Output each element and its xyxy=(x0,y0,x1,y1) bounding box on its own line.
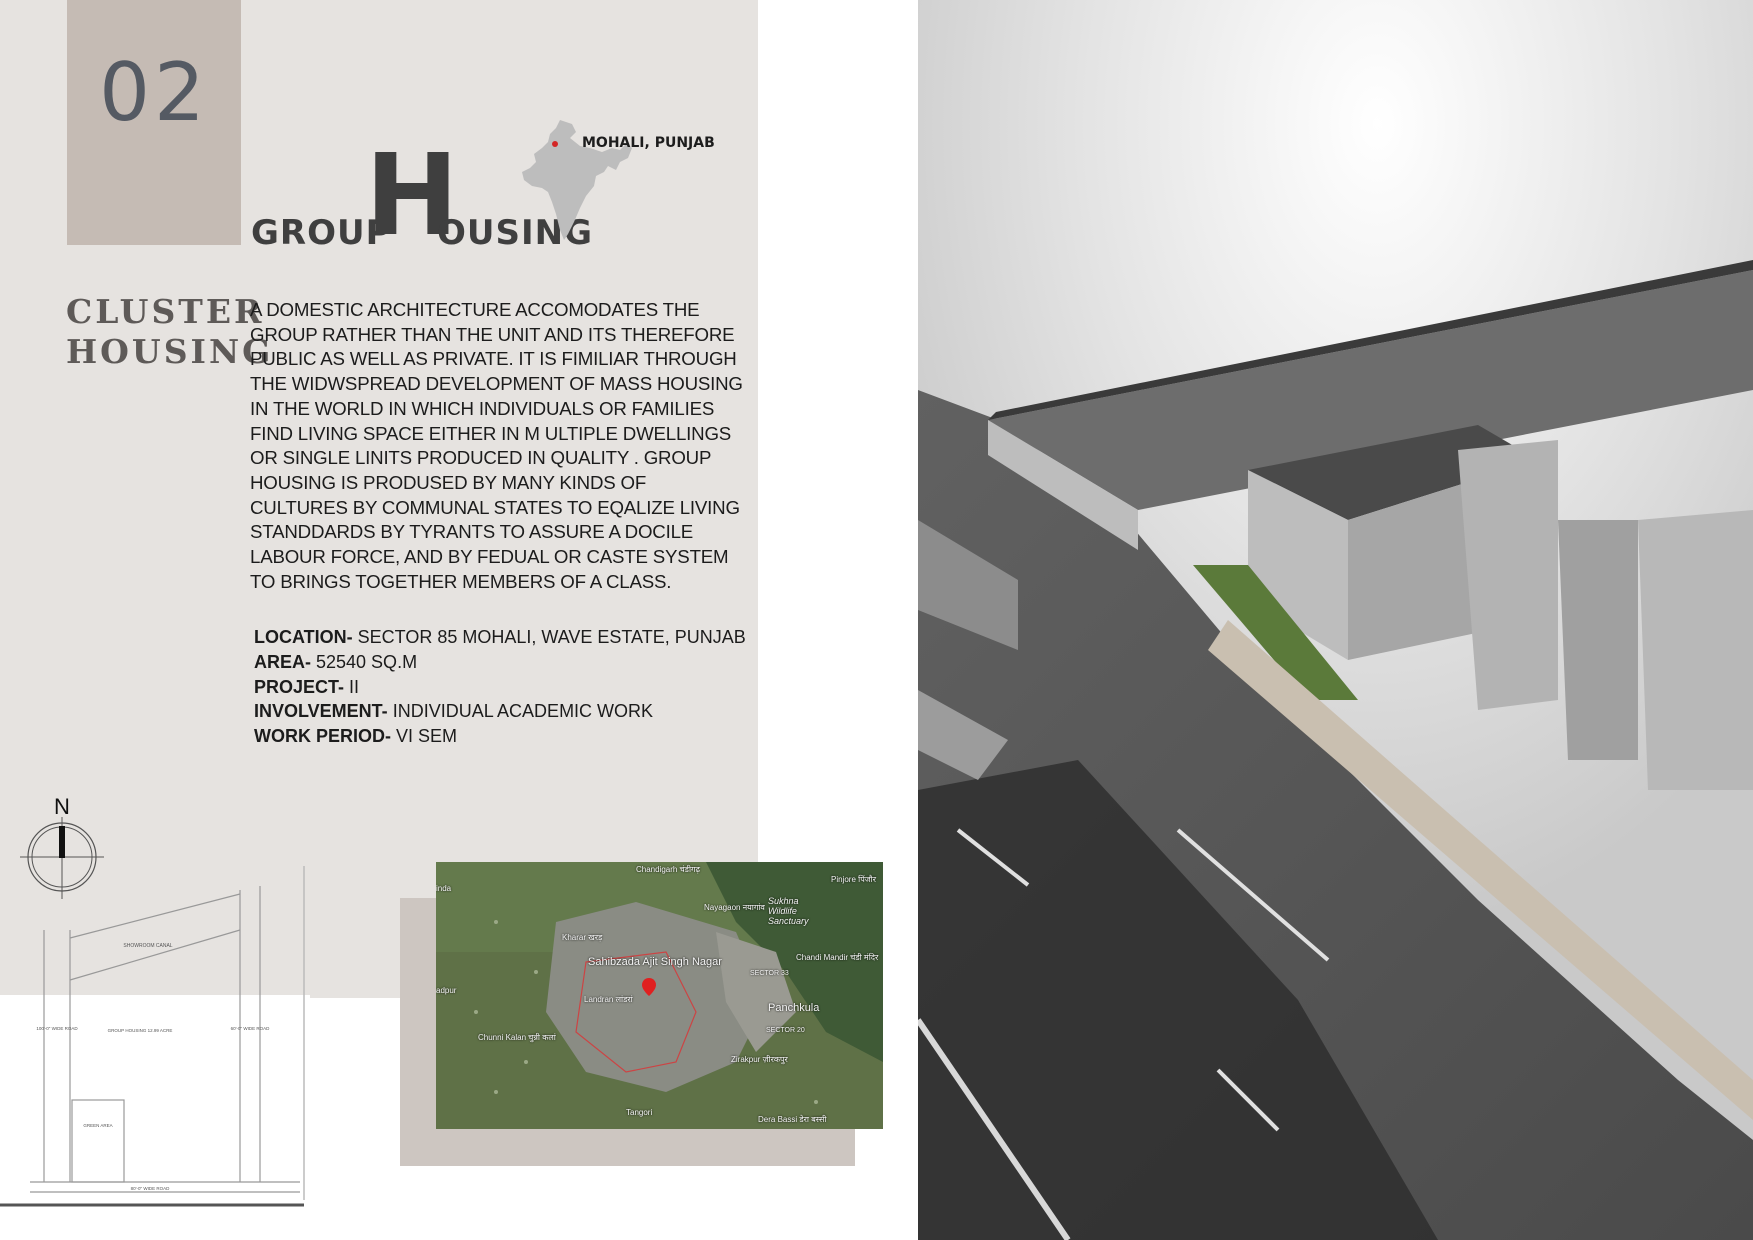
map-label-nayagaon: Nayagaon नयागांव xyxy=(704,903,765,912)
description-line: IN THE WORLD IN WHICH INDIVIDUALS OR FAMILIES xyxy=(250,397,715,419)
description-line: GROUP RATHER THAN THE UNIT AND ITS THEREFORE xyxy=(250,323,735,345)
description-line: STANDDARDS BY TYRANTS TO ASSURE A DOCILE xyxy=(250,521,694,543)
site-plan-drawing xyxy=(0,860,310,1210)
detail-work-period: WORK PERIOD- VI SEM xyxy=(254,726,458,747)
location-pin-icon xyxy=(552,141,558,147)
project-details xyxy=(254,625,754,749)
map-label-sector20: SECTOR 20 xyxy=(766,1027,805,1034)
map-label-sector33: SECTOR 33 xyxy=(750,970,789,977)
detail-location: LOCATION- SECTOR 85 MOHALI, WAVE ESTATE, PUNJAB xyxy=(254,627,746,647)
map-label-edge-mid: adpur xyxy=(436,986,457,995)
map-label-chunni-kalan: Chunni Kalan चुन्नी कलां xyxy=(478,1033,556,1042)
map-label-zirakpur: Zirakpur ज़ीरकपुर xyxy=(731,1055,788,1064)
aerial-building-image xyxy=(918,0,1753,1240)
plan-label-right-road: 60'-0" WIDE ROAD xyxy=(230,1026,270,1031)
detail-project: PROJECT- II xyxy=(254,676,360,697)
description-line: LABOUR FORCE, AND BY FEDUAL OR CASTE SYSTEM xyxy=(250,546,729,568)
description-line: PUBLIC AS WELL AS PRIVATE. IT IS FIMILIAR THROUGH xyxy=(250,348,737,370)
map-label-landran: Landran लांडरां xyxy=(584,995,633,1004)
map-label-pinjore: Pinjore पिंजौर xyxy=(831,875,877,884)
location-label: MOHALI, PUNJAB xyxy=(582,135,715,151)
title-big-letter: H xyxy=(365,131,456,261)
plan-label-left-road: 100'-0" WIDE ROAD xyxy=(36,1026,78,1031)
map-label-kharar: Kharar खरड़ xyxy=(562,933,603,942)
map-label-sukhna: Sukhna Wildlife Sanctuary xyxy=(768,896,809,926)
map-label-tangori: Tangori xyxy=(626,1108,653,1117)
detail-area: AREA- 52540 SQ.M xyxy=(254,651,418,672)
map-label-dera-bassi: Dera Bassi डेरा बस्सी xyxy=(758,1115,827,1124)
description-paragraph xyxy=(250,298,750,594)
plan-label-canal: SHOWROOM CANAL xyxy=(123,943,173,949)
description-line: OR SINGLE LINITS PRODUCED IN QUALITY . GROUP xyxy=(250,447,712,469)
map-label-chandigarh: Chandigarh चंडीगढ़ xyxy=(636,865,701,874)
description-line: HOUSING IS PRODUSED BY MANY KINDS OF xyxy=(250,471,647,493)
section-heading xyxy=(66,292,274,372)
plan-label-bottom-road: 80'-0" WIDE ROAD xyxy=(130,1186,170,1191)
description-line: CULTURES BY COMMUNAL STATES TO EQALIZE LIVING xyxy=(250,496,740,518)
plan-label-center: GROUP HOUSING 12.99 ACRE xyxy=(107,1028,173,1033)
compass-label: N xyxy=(54,794,70,819)
description-line: FIND LIVING SPACE EITHER IN M ULTIPLE DWELLINGS xyxy=(250,422,732,444)
description-line: A DOMESTIC ARCHITECTURE ACCOMODATES THE xyxy=(250,299,700,320)
title-word-ousing: OUSING xyxy=(437,213,594,253)
map-label-chandi-mandir: Chandi Mandir चंडी मंदिर xyxy=(796,953,879,962)
detail-involvement: INVOLVEMENT- INDIVIDUAL ACADEMIC WORK xyxy=(254,701,654,722)
map-label-panchkula: Panchkula xyxy=(768,1002,820,1014)
aerial-photograph xyxy=(918,0,1753,1240)
satellite-location-map xyxy=(436,862,883,1129)
section-heading-line: HOUSING xyxy=(66,332,274,371)
page-number-box xyxy=(67,0,241,245)
title-word-group: GROUP xyxy=(251,213,392,253)
description-line: TO BRINGS TOGETHER MEMBERS OF A CLASS. xyxy=(250,570,672,592)
section-heading-line: CLUSTER xyxy=(66,292,265,331)
description-line: THE WIDWSPREAD DEVELOPMENT OF MASS HOUSING xyxy=(250,373,743,395)
page-number: 02 xyxy=(99,46,209,139)
plan-label-green: GREEN AREA xyxy=(83,1123,113,1128)
map-label-edge-top: inda xyxy=(436,884,452,893)
map-label-mohali: Sahibzada Ajit Singh Nagar xyxy=(588,956,722,968)
